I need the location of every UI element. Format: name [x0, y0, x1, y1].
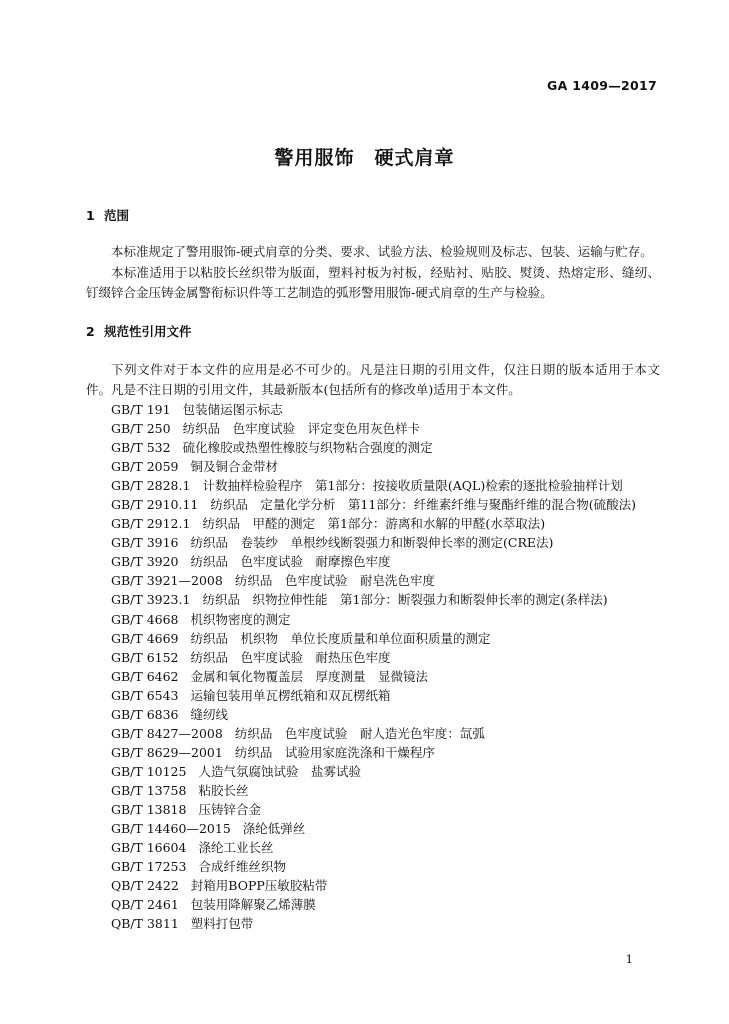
reference-code: GB/T 532	[111, 440, 171, 456]
reference-title: 涤纶工业长丝	[198, 840, 274, 856]
scope-paragraph-2: 本标准适用于以粘胶长丝织带为版面，塑料衬板为衬板，经贴衬、贴胶、熨烫、热熔定形、缝纫、钉缀锌合金压铸金属警衔标识件等工艺制造的弧形警用服饰-硬式肩章的生产与检验。	[86, 265, 660, 300]
reference-code: GB/T 3921—2008	[111, 573, 223, 589]
reference-code: GB/T 2912.1	[111, 516, 191, 532]
reference-item	[111, 819, 636, 838]
reference-item	[111, 400, 636, 419]
reference-title: 纺织品 试验用家庭洗涤和干燥程序	[234, 744, 435, 760]
reference-item	[111, 743, 636, 762]
reference-title: 合成纤维丝织物	[198, 859, 286, 875]
reference-title: 计数抽样检验程序 第1部分：按接收质量限(AQL)检索的逐批检验抽样计划	[202, 478, 623, 494]
reference-code: GB/T 6462	[111, 668, 179, 684]
reference-code: GB/T 191	[111, 402, 171, 417]
reference-title: 运输包装用单瓦楞纸箱和双瓦楞纸箱	[190, 687, 391, 703]
reference-item	[111, 457, 636, 476]
reference-title: 机织物密度的测定	[190, 611, 291, 627]
reference-item	[111, 571, 636, 590]
reference-code: QB/T 2422	[111, 878, 179, 894]
page-number: 1	[625, 952, 633, 966]
reference-item	[111, 876, 636, 895]
document-title: 警用服饰 硬式肩章	[274, 147, 455, 169]
reference-title: 缝纫线	[190, 706, 229, 722]
reference-code: GB/T 13818	[111, 801, 187, 817]
reference-code: QB/T 2461	[111, 897, 179, 913]
reference-item	[111, 438, 636, 457]
reference-item	[111, 705, 636, 724]
reference-item	[111, 590, 636, 609]
reference-title: 铜及铜合金带材	[190, 459, 279, 475]
section-title: 规范性引用文件	[104, 324, 192, 339]
reference-item	[111, 724, 636, 743]
reference-code: GB/T 10125	[111, 763, 187, 779]
reference-title: 人造气氛腐蚀试验 盐雾试验	[198, 763, 361, 779]
reference-item	[111, 552, 636, 571]
reference-code: GB/T 3923.1	[111, 592, 191, 608]
reference-code: GB/T 4669	[111, 630, 179, 646]
reference-item	[111, 686, 636, 705]
reference-item	[111, 895, 636, 914]
reference-code: GB/T 3920	[111, 554, 179, 570]
references-intro-paragraph: 下列文件对于本文件的应用是必不可少的。凡是注日期的引用文件，仅注日期的版本适用于本文件。凡是不注日期的引用文件，其最新版本(包括所有的修改单)适用于本文件。	[86, 362, 660, 397]
reference-title: 纺织品 甲醛的测定 第1部分：游离和水解的甲醛(水萃取法)	[202, 516, 546, 532]
reference-title: 金属和氧化物覆盖层 厚度测量 显微镜法	[190, 668, 429, 684]
reference-item	[111, 648, 636, 667]
reference-item	[111, 629, 636, 648]
reference-title: 纺织品 色牢度试验 耐摩擦色牢度	[190, 554, 391, 570]
reference-item	[111, 667, 636, 686]
reference-item	[111, 514, 636, 533]
section-title: 范围	[104, 208, 130, 223]
scope-paragraph-1: 本标准规定了警用服饰-硬式肩章的分类、要求、试验方法、检验规则及标志、包装、运输与贮存。	[111, 244, 653, 259]
reference-code: GB/T 2059	[111, 459, 179, 475]
section-heading-normative-references	[86, 322, 192, 340]
reference-code: GB/T 16604	[111, 840, 187, 856]
section-heading-scope	[86, 206, 129, 224]
reference-item	[111, 495, 636, 514]
reference-title: 硫化橡胶或热塑性橡胶与织物粘合强度的测定	[182, 440, 433, 456]
reference-title: 纺织品 织物拉伸性能 第1部分：断裂强力和断裂伸长率的测定(条样法)	[202, 592, 608, 608]
reference-title: 包装用降解聚乙烯薄膜	[190, 897, 316, 913]
section-number: 2	[86, 324, 95, 339]
reference-code: QB/T 3811	[111, 916, 179, 932]
reference-item	[111, 533, 636, 552]
reference-code: GB/T 3916	[111, 535, 179, 551]
reference-item	[111, 781, 636, 800]
reference-code: GB/T 13758	[111, 782, 187, 798]
reference-title: 纺织品 定量化学分析 第11部分：纤维素纤维与聚酯纤维的混合物(硫酸法)	[210, 497, 637, 513]
reference-title: 压铸锌合金	[198, 801, 261, 817]
reference-code: GB/T 6543	[111, 687, 179, 703]
reference-title: 粘胶长丝	[198, 782, 249, 798]
reference-item	[111, 610, 636, 629]
section-number: 1	[86, 208, 95, 223]
reference-item	[111, 857, 636, 876]
reference-item	[111, 419, 636, 438]
reference-title: 封箱用BOPP压敏胶粘带	[190, 878, 328, 894]
reference-code: GB/T 250	[111, 421, 171, 437]
reference-code: GB/T 2828.1	[111, 478, 191, 494]
reference-code: GB/T 2910.11	[111, 497, 199, 513]
reference-item	[111, 838, 636, 857]
reference-list	[111, 400, 636, 933]
reference-title: 纺织品 色牢度试验 耐人造光色牢度：氙弧	[234, 725, 485, 741]
reference-item	[111, 800, 636, 819]
reference-title: 纺织品 色牢度试验 耐皂洗色牢度	[234, 573, 435, 589]
reference-title: 纺织品 色牢度试验 耐热压色牢度	[190, 649, 391, 665]
reference-code: GB/T 14460—2015	[111, 821, 231, 837]
reference-code: GB/T 8427—2008	[111, 725, 223, 741]
reference-code: GB/T 17253	[111, 859, 187, 875]
reference-title: 纺织品 色牢度试验 评定变色用灰色样卡	[182, 421, 421, 437]
reference-code: GB/T 8629—2001	[111, 744, 223, 760]
reference-code: GB/T 6836	[111, 706, 179, 722]
reference-title: 塑料打包带	[190, 916, 254, 932]
reference-item	[111, 762, 636, 781]
reference-title: 纺织品 卷装纱 单根纱线断裂强力和断裂伸长率的测定(CRE法)	[190, 535, 554, 551]
reference-code: GB/T 4668	[111, 611, 179, 627]
reference-code: GB/T 6152	[111, 649, 179, 665]
reference-item	[111, 476, 636, 495]
reference-item	[111, 914, 636, 933]
reference-title: 涤纶低弹丝	[242, 821, 306, 837]
reference-title: 纺织品 机织物 单位长度质量和单位面积质量的测定	[190, 630, 491, 646]
page-header-standard-number: GA 1409—2017	[547, 78, 657, 93]
reference-title: 包装储运图示标志	[182, 402, 283, 417]
